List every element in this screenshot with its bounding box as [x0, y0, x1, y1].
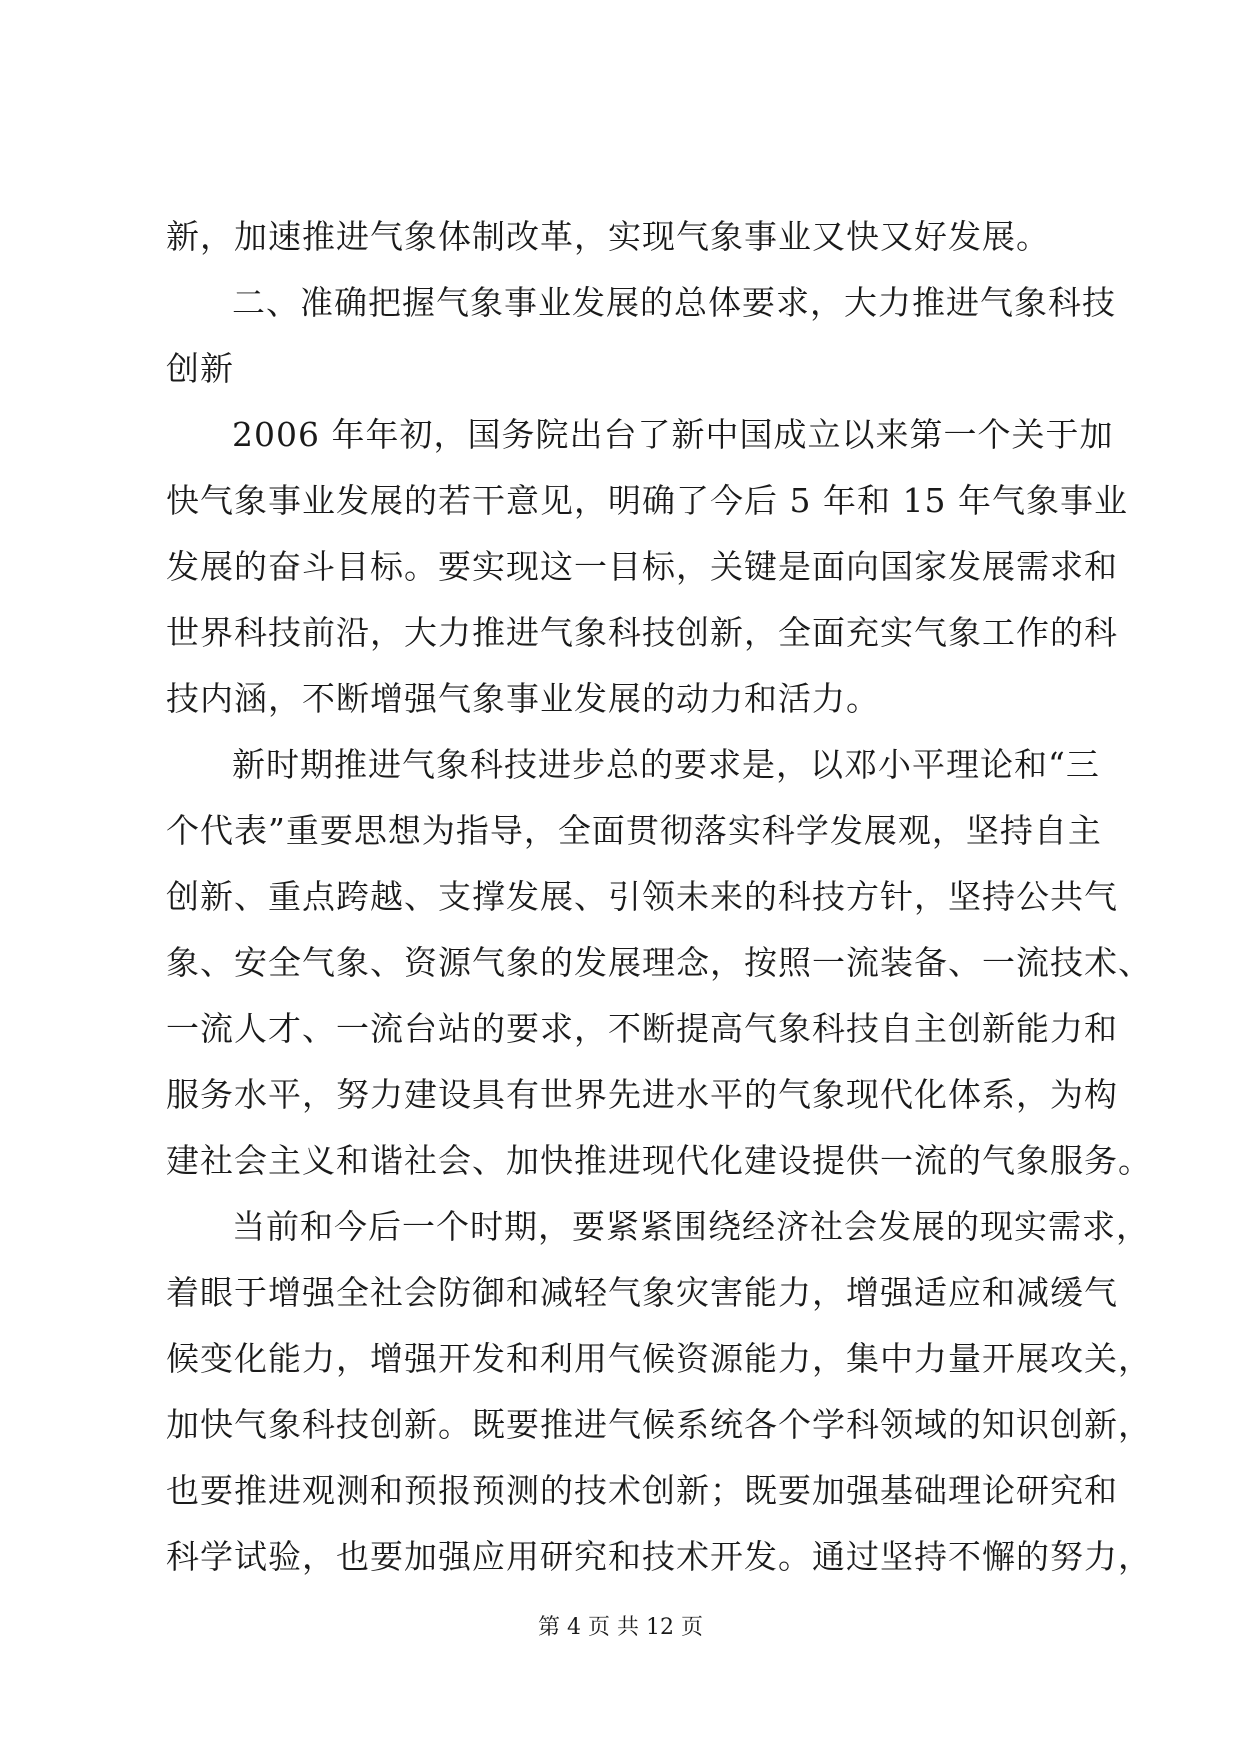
text-line: 二、准确把握气象事业发展的总体要求，大力推进气象科技 [232, 283, 1116, 322]
text-line: 创新、重点跨越、支撑发展、引领未来的科技方针，坚持公共气 [166, 877, 1118, 916]
text-line: 新时期推进气象科技进步总的要求是，以邓小平理论和“三 [232, 745, 1100, 784]
page-footer [0, 1610, 1241, 1641]
text-line: 候变化能力，增强开发和利用气候资源能力，集中力量开展攻关， [166, 1339, 1152, 1378]
text-line: 快气象事业发展的若干意见，明确了今后 5 年和 15 年气象事业 [166, 481, 1128, 520]
text-line: 发展的奋斗目标。要实现这一目标，关键是面向国家发展需求和 [166, 547, 1118, 586]
text-line: 科学试验，也要加强应用研究和技术开发。通过坚持不懈的努力， [166, 1537, 1152, 1576]
text-line: 新，加速推进气象体制改革，实现气象事业又快又好发展。 [166, 217, 1050, 256]
text-line: 建社会主义和谐社会、加快推进现代化建设提供一流的气象服务。 [166, 1141, 1152, 1180]
text-line: 一流人才、一流台站的要求，不断提高气象科技自主创新能力和 [166, 1009, 1118, 1048]
page-number: 第 4 页 共 12 页 [538, 1615, 703, 1640]
text-line: 当前和今后一个时期，要紧紧围绕经济社会发展的现实需求， [232, 1207, 1150, 1246]
text-line: 2006 年年初，国务院出台了新中国成立以来第一个关于加 [232, 415, 1114, 454]
text-line: 技内涵，不断增强气象事业发展的动力和活力。 [166, 679, 880, 718]
text-line: 服务水平，努力建设具有世界先进水平的气象现代化体系，为构 [166, 1075, 1118, 1114]
text-line: 个代表”重要思想为指导，全面贯彻落实科学发展观，坚持自主 [166, 811, 1102, 850]
text-line: 也要推进观测和预报预测的技术创新；既要加强基础理论研究和 [166, 1471, 1118, 1510]
text-line: 世界科技前沿，大力推进气象科技创新，全面充实气象工作的科 [166, 613, 1118, 652]
text-line: 象、安全气象、资源气象的发展理念，按照一流装备、一流技术、 [166, 943, 1152, 982]
text-line: 加快气象科技创新。既要推进气候系统各个学科领域的知识创新， [166, 1405, 1152, 1444]
text-line: 创新 [166, 349, 234, 388]
text-line: 着眼于增强全社会防御和减轻气象灾害能力，增强适应和减缓气 [166, 1273, 1118, 1312]
document-body [166, 204, 1152, 1590]
